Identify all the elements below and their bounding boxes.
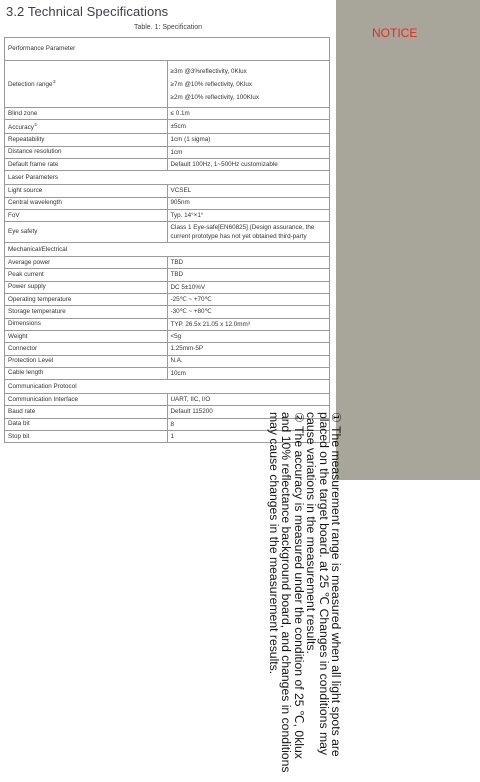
- spec-value: [167, 158, 330, 170]
- spec-label: [5, 108, 168, 120]
- spec-value-line: -30℃ ~ +80℃: [170, 308, 212, 316]
- spec-label: [5, 294, 168, 306]
- spec-label: [5, 343, 168, 355]
- spec-value-line: ≤ 0.1m: [170, 109, 190, 117]
- notice-item-2: ② The accuracy is measured under the condition of 25 ℃, 0klux and 10% reflectance background board, and changes in conditions may cause changes in the measurement results.: [266, 412, 306, 773]
- spec-value: [167, 294, 330, 306]
- section-heading: Communication Protocol: [5, 380, 330, 394]
- table-row: [5, 306, 330, 318]
- section-title: 3.2 Technical Specifications: [6, 4, 169, 19]
- spec-label: [5, 197, 168, 209]
- spec-value: [167, 257, 330, 269]
- table-row: [5, 134, 330, 146]
- spec-value: [167, 367, 330, 379]
- spec-label: [5, 406, 168, 418]
- notice-title: NOTICE: [372, 26, 418, 40]
- table-row: [5, 367, 330, 379]
- spec-label: [5, 418, 168, 430]
- spec-value-line: 1cm (1 sigma): [170, 136, 211, 144]
- spec-value: [167, 394, 330, 406]
- spec-label: [5, 431, 168, 443]
- table-row: [5, 330, 330, 342]
- spec-value-line: ±5cm: [170, 123, 186, 131]
- spec-label: [5, 134, 168, 146]
- table-row: [5, 281, 330, 293]
- spec-label-text: Peak current: [8, 271, 44, 279]
- table-row: [5, 185, 330, 197]
- spec-label: [5, 269, 168, 281]
- spec-label: [5, 257, 168, 269]
- spec-label-text: Cable length: [8, 369, 44, 377]
- spec-value: [167, 61, 330, 108]
- spec-value-line: Default 115200: [170, 408, 213, 416]
- spec-value: [167, 146, 330, 158]
- spec-label-text: Average power: [8, 258, 51, 266]
- specification-table: [4, 37, 330, 443]
- spec-document: [0, 0, 336, 480]
- spec-label-text: Distance resolution: [8, 148, 62, 156]
- spec-label-text: Connector: [8, 344, 38, 352]
- spec-label-text: Default frame rate: [8, 160, 59, 168]
- spec-label: [5, 185, 168, 197]
- table-row: [5, 146, 330, 158]
- spec-value-line: 1: [170, 432, 175, 440]
- spec-value: [167, 318, 330, 330]
- spec-value: [167, 281, 330, 293]
- spec-label: [5, 355, 168, 367]
- spec-value-line: ≥3m @3%reflectivity, 0Klux: [170, 67, 247, 75]
- spec-label: [5, 281, 168, 293]
- table-caption: Table. 1: Specification: [133, 24, 203, 31]
- spec-label: [5, 61, 168, 108]
- section-heading: Laser Parameters: [5, 171, 330, 185]
- spec-label: [5, 394, 168, 406]
- spec-value: [167, 185, 330, 197]
- spec-label-text: Power supply: [8, 283, 46, 291]
- table-row: [5, 394, 330, 406]
- spec-label-text: Communication Interface: [8, 395, 78, 403]
- spec-label-text: Detection range: [8, 81, 53, 89]
- notice-item-1: ① The measurement range is measured when all light spots are placed on the target board. at 25 ℃ Changes in conditions may cause variations in the measurement results.: [304, 412, 343, 757]
- spec-label-text: Operating temperature: [8, 295, 72, 303]
- spec-value: [167, 197, 330, 209]
- spec-value-line: DC 5±10%V: [170, 283, 206, 291]
- spec-value: [167, 355, 330, 367]
- table-section-row: [5, 243, 330, 257]
- spec-label-text: Baud rate: [8, 408, 36, 416]
- section-heading: Performance Parameter: [5, 38, 330, 61]
- spec-value: [167, 108, 330, 120]
- spec-label: [5, 318, 168, 330]
- table-row: [5, 294, 330, 306]
- spec-label: [5, 158, 168, 170]
- spec-label-text: Weight: [8, 332, 28, 340]
- notice-text-rotated: [246, 412, 342, 782]
- spec-value-line: ≥7m @10% reflectivity, 0Klux: [170, 80, 252, 88]
- spec-value: [167, 269, 330, 281]
- spec-label: [5, 222, 168, 243]
- table-section-row: [5, 38, 330, 61]
- spec-label-text: FoV: [8, 211, 20, 219]
- spec-value-line: -25℃ ~ +70℃: [170, 295, 212, 303]
- spec-label-text: Light source: [8, 186, 43, 194]
- spec-label-text: Protection Level: [8, 357, 54, 365]
- table-row: [5, 108, 330, 120]
- footnote-mark: ②: [52, 79, 57, 85]
- spec-value-line: Default 100Hz, 1~500Hz customizable: [170, 160, 278, 168]
- spec-value-line: 1.25mm-5P: [170, 345, 204, 353]
- spec-value-line: current prototype has not yet obtained third-party: [170, 233, 307, 241]
- spec-label: [5, 146, 168, 158]
- spec-label: [5, 367, 168, 379]
- table-row: [5, 158, 330, 170]
- spec-label-text: Data bit: [8, 420, 30, 428]
- table-row: [5, 318, 330, 330]
- table-row: [5, 269, 330, 281]
- table-row: [5, 222, 330, 243]
- spec-label-text: Central wavelength: [8, 199, 62, 207]
- table-row: [5, 209, 330, 221]
- spec-label-text: Eye safety: [8, 228, 38, 236]
- spec-label: [5, 306, 168, 318]
- spec-value-line: Class 1 Eye-safe[EN60825] (Design assurance, the: [170, 223, 315, 231]
- spec-value-line: N.A.: [170, 357, 183, 365]
- spec-label-text: Dimensions: [8, 320, 41, 328]
- table-section-row: [5, 380, 330, 394]
- table-row: [5, 355, 330, 367]
- spec-value: [167, 134, 330, 146]
- notice-panel: [336, 0, 480, 480]
- spec-value-line: 10cm: [170, 369, 186, 377]
- spec-value: [167, 222, 330, 243]
- spec-value-line: VCSEL: [170, 187, 192, 195]
- spec-label-text: Accuracy: [8, 124, 34, 132]
- spec-label-text: Repeatability: [8, 136, 45, 144]
- spec-value-line: TBD: [170, 259, 184, 267]
- spec-label: [5, 330, 168, 342]
- spec-value: [167, 120, 330, 134]
- spec-value-line: TBD: [170, 271, 184, 279]
- spec-label: [5, 209, 168, 221]
- spec-label-text: Storage temperature: [8, 308, 66, 315]
- table-row: [5, 120, 330, 134]
- section-heading: Mechanical/Electrical: [5, 243, 330, 257]
- table-row: [5, 61, 330, 108]
- footnote-mark: ②: [33, 122, 38, 128]
- spec-value-line: UART, IIC, I/O: [170, 396, 211, 404]
- spec-label-text: Stop bit: [8, 432, 30, 440]
- spec-value-line: 1cm: [170, 148, 183, 156]
- spec-value-line: 905nm: [170, 199, 190, 207]
- table-row: [5, 197, 330, 209]
- spec-value: [167, 330, 330, 342]
- spec-value: [167, 209, 330, 221]
- spec-value-line: TYP. 26.5x 21.05 x 12.0mm³: [170, 320, 250, 328]
- table-row: [5, 257, 330, 269]
- spec-value-line: ≥2m @10% reflectivity, 100Klux: [170, 93, 259, 101]
- spec-value-line: Typ. 14°×1°: [170, 211, 204, 219]
- spec-label: [5, 120, 168, 134]
- spec-value: [167, 306, 330, 318]
- table-section-row: [5, 171, 330, 185]
- spec-value-line: <5g: [170, 332, 182, 340]
- spec-value: [167, 343, 330, 355]
- table-row: [5, 343, 330, 355]
- spec-value-line: 8: [170, 420, 175, 428]
- spec-label-text: Blind zone: [8, 109, 38, 117]
